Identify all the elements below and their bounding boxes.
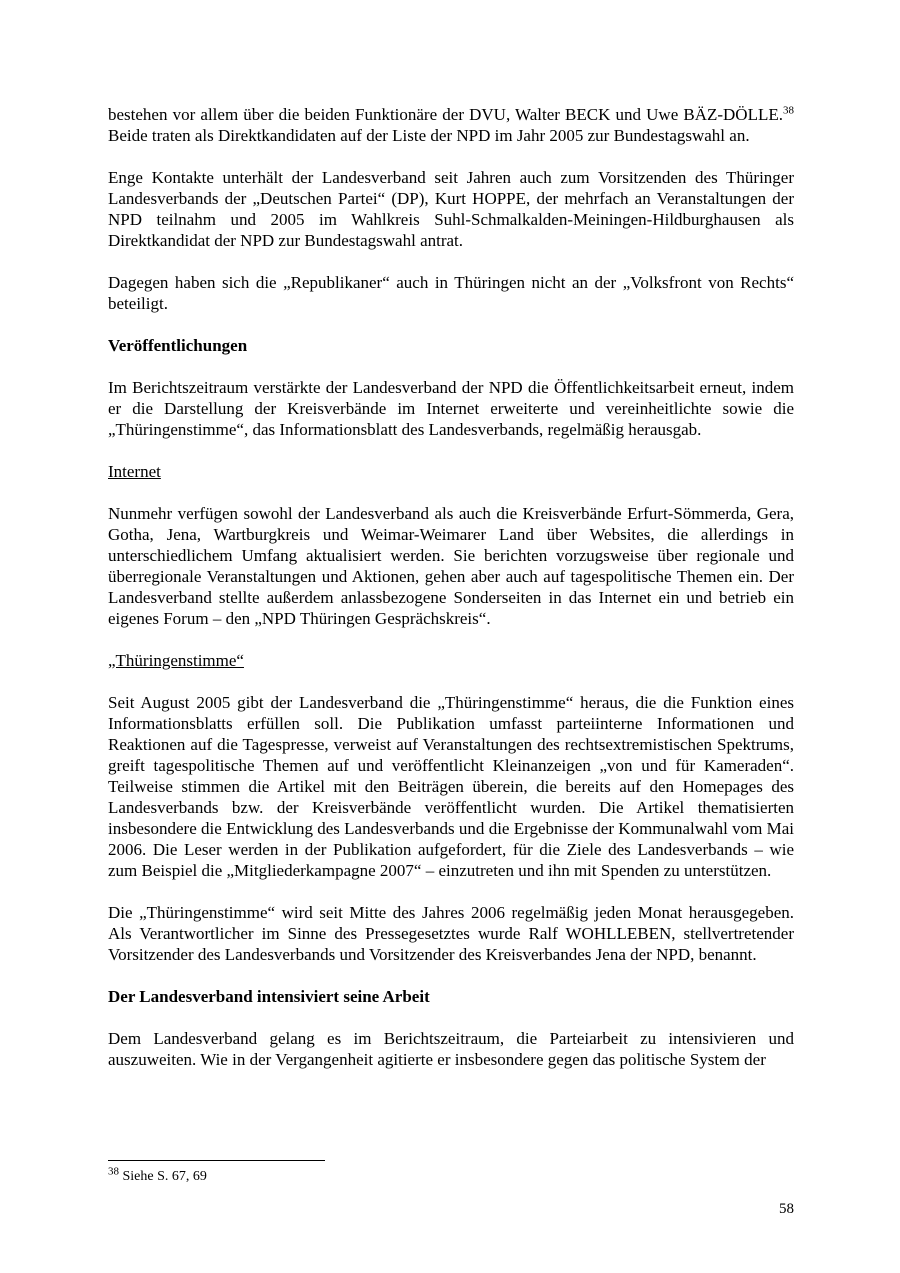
paragraph-1 [108,104,794,146]
paragraph-1-text-a: bestehen vor allem über die beiden Funktionäre der DVU, Walter BECK und Uwe BÄZ-DÖLLE. [108,105,783,124]
heading-landesverband: Der Landesverband intensiviert seine Arbeit [108,987,430,1006]
paragraph-2: Enge Kontakte unterhält der Landesverband seit Jahren auch zum Vorsitzenden des Thüringer Landesverbands der „Deutschen Partei“ (DP), Kurt HOPPE, der mehrfach an Veranstaltungen der NPD teilnahm und 2005 im Wahlkreis Suhl-Schmalkalden-Meiningen-Hildburghausen als Direktkandidat der NPD zur Bundestagswahl antrat. [108,168,794,250]
paragraph-7: Die „Thüringenstimme“ wird seit Mitte des Jahres 2006 regelmäßig jeden Monat herausgegeben. Als Verantwortlicher im Sinne des Pressegesetztes wurde Ralf WOHLLEBEN, stellvertretender Vorsitzender des Landesverbands und Vorsitzender des Kreisverbandes Jena der NPD, benannt. [108,903,794,964]
paragraph-1-text-b: Beide traten als Direktkandidaten auf der Liste der NPD im Jahr 2005 zur Bundestagswahl an. [108,126,750,145]
paragraph-6: Seit August 2005 gibt der Landesverband die „Thüringenstimme“ heraus, die die Funktion eines Informationsblatts erfüllen soll. Die Publikation umfasst parteiinterne Informationen und Reaktionen auf die Tagespresse, verweist auf Veranstaltungen des rechtsextremistischen Spektrums, greift tagespolitische Themen auf und veröffentlicht Kleinanzeigen „von und für Kameraden“. Teilweise stimmen die Artikel mit den Beiträgen überein, die bereits auf den Homepages des Landesverbands bzw. der Kreisverbände veröffentlicht wurden. Die Artikel thematisierten insbesondere die Entwicklung des Landesverbands und die Ergebnisse der Kommunalwahl vom Mai 2006. Die Leser werden in der Publikation aufgefordert, für die Ziele des Landesverbands – wie zum Beispiel die „Mitgliederkampagne 2007“ – einzutreten und ihn mit Spenden zu unterstützen. [108,693,794,880]
paragraph-8: Dem Landesverband gelang es im Berichtszeitraum, die Parteiarbeit zu intensivieren und auszuweiten. Wie in der Vergangenheit agitierte er insbesondere gegen das politische System der [108,1029,794,1069]
paragraph-4: Im Berichtszeitraum verstärkte der Landesverband der NPD die Öffentlichkeitsarbeit erneut, indem er die Darstellung der Kreisverbände im Internet erweiterte und vereinheitlichte sowie die „Thüringenstimme“, das Informationsblatt des Landesverbands, regelmäßig herausgab. [108,378,794,439]
footnote-divider [108,1160,325,1161]
paragraph-3: Dagegen haben sich die „Republikaner“ auch in Thüringen nicht an der „Volksfront von Rechts“ beteiligt. [108,273,794,313]
footnote-number: 38 [108,1165,119,1178]
footnote-reference: 38 [783,104,794,117]
page-number: 58 [779,1201,794,1217]
subheading-thueringenstimme: „Thüringenstimme“ [108,651,244,670]
footnote [108,1165,207,1186]
page-body [108,104,794,1070]
paragraph-5: Nunmehr verfügen sowohl der Landesverband als auch die Kreisverbände Erfurt-Sömmerda, Gera, Gotha, Jena, Wartburgkreis und Weimar-Weimarer Land über Websites, die allerdings in unterschiedlichem Umfang aktualisiert werden. Sie berichten vorzugsweise über regionale und überregionale Veranstaltungen und Aktionen, gehen aber auch auf tagespolitische Themen ein. Der Landesverband stellte außerdem anlassbezogene Sonderseiten in das Internet ein und betrieb ein eigenes Forum – den „NPD Thüringen Gesprächskreis“. [108,504,794,628]
subheading-internet: Internet [108,462,161,481]
footnote-text: Siehe S. 67, 69 [119,1169,207,1184]
heading-veroeffentlichungen: Veröffentlichungen [108,336,248,355]
